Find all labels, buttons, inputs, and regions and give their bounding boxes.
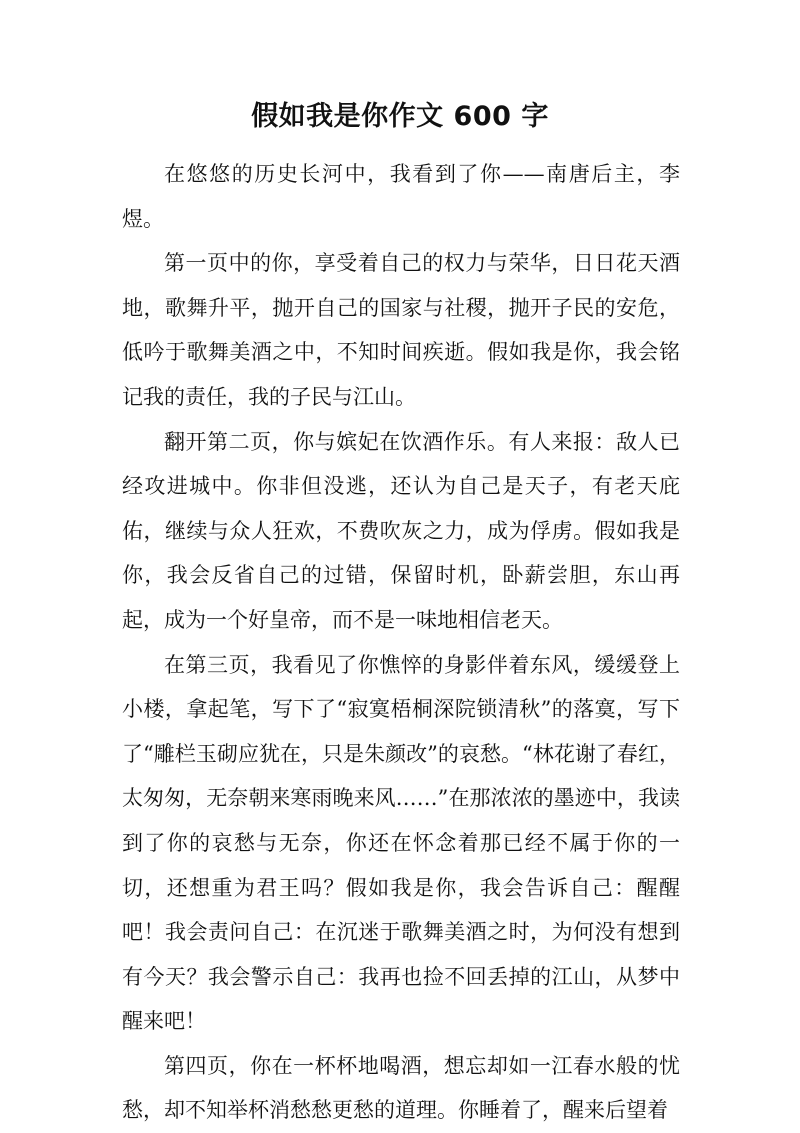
paragraph: 翻开第二页，你与嫔妃在饮酒作乐。有人来报：敌人已经攻进城中。你非但没逃，还认为自己是天子，有老天庇佑，继续与众人狂欢，不费吹灰之力，成为俘虏。假如我是你，我会反省自己的过错，保留时机，卧薪尝胆，东山再起，成为一个好皇帝，而不是一味地相信老天。 <box>122 429 680 632</box>
document-title: 假如我是你作文 600 字 <box>251 101 549 132</box>
paragraph: 在第三页，我看见了你憔悴的身影伴着东风，缓缓登上小楼，拿起笔，写下了“寂寞梧桐深院锁清秋”的落寞，写下了“雕栏玉砌应犹在，只是朱颜改”的哀愁。“林花谢了春红，太匆匆，无奈朝来寒雨晚来风……”在那浓浓的墨迹中，我读到了你的哀愁与无奈，你还在怀念着那已经不属于你的一切，还想重为君王吗？假如我是你，我会告诉自己：醒醒吧！我会责问自己：在沉迷于歌舞美酒之时，为何没有想到有今天？我会警示自己：我再也捡不回丢掉的江山，从梦中醒来吧！ <box>122 652 680 1034</box>
paragraph: 第四页，你在一杯杯地喝酒，想忘却如一江春水般的忧愁，却不知举杯消愁愁更愁的道理。你睡着了，醒来后望着 <box>122 1053 680 1123</box>
paragraph: 第一页中的你，享受着自己的权力与荣华，日日花天酒地，歌舞升平，抛开自己的国家与社稷，抛开子民的安危，低吟于歌舞美酒之中，不知时间疾逝。假如我是你，我会铭记我的责任，我的子民与江山。 <box>122 251 680 409</box>
paragraph: 在悠悠的历史长河中，我看到了你——南唐后主，李煜。 <box>122 162 680 231</box>
document-body <box>122 152 680 1133</box>
